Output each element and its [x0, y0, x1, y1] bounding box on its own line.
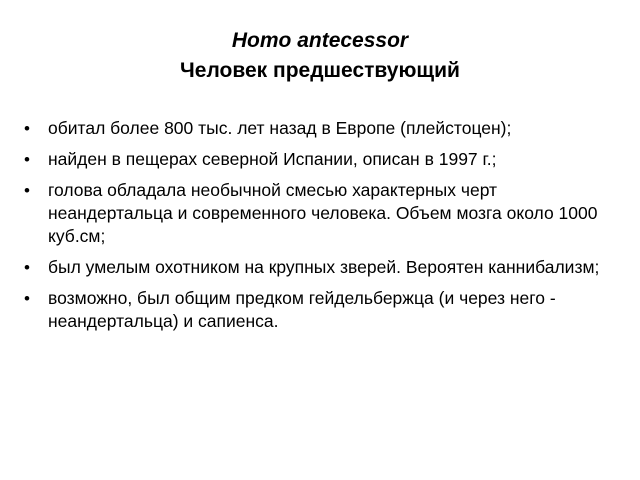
- slide-title: [0, 26, 640, 86]
- bullet-text: возможно, был общим предком гейдельбержца (и через него - неандертальца) и сапиенса.: [48, 288, 556, 331]
- bullet-text: найден в пещерах северной Испании, описан в 1997 г.;: [48, 149, 497, 169]
- bullet-text: обитал более 800 тыс. лет назад в Европе (плейстоцен);: [48, 118, 512, 138]
- bullet-list: [24, 117, 624, 341]
- bullet-item: [24, 148, 624, 171]
- bullet-item: [24, 256, 624, 279]
- bullet-item: [24, 117, 624, 140]
- bullet-marker: •: [24, 150, 30, 169]
- bullet-item: [24, 179, 624, 248]
- title-russian-name: Человек предшествующий: [180, 59, 460, 82]
- bullet-text: голова обладала необычной смесью характерных черт неандертальца и современного человека. Объем мозга около 1000 куб.см;: [48, 180, 598, 246]
- bullet-marker: •: [24, 258, 30, 277]
- bullet-marker: •: [24, 119, 30, 138]
- bullet-text: был умелым охотником на крупных зверей. Вероятен каннибализм;: [48, 257, 600, 277]
- bullet-marker: •: [24, 289, 30, 308]
- bullet-item: [24, 287, 624, 333]
- bullet-marker: •: [24, 181, 30, 200]
- title-latin-name: Homo antecessor: [231, 29, 409, 52]
